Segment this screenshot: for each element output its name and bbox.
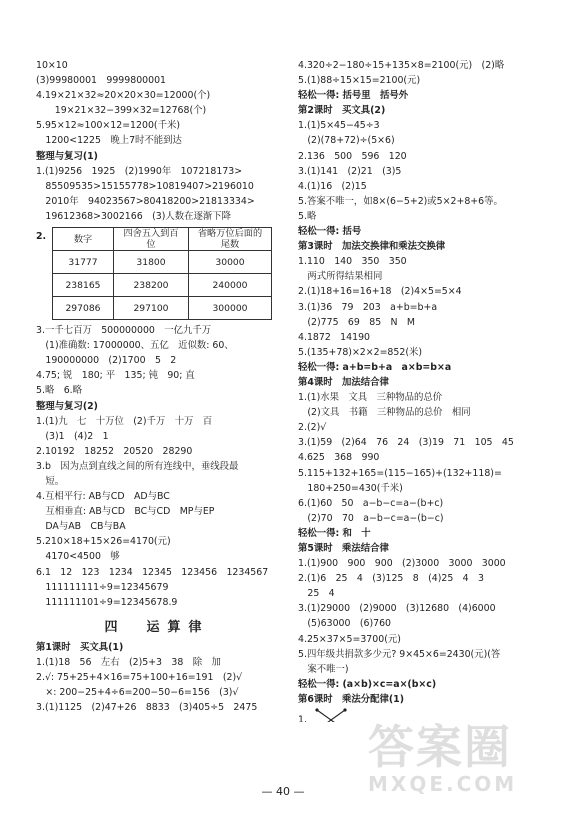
answer-line: 3.(1)36 79 203 a+b=b+a <box>298 301 438 313</box>
table-header-row <box>53 228 272 251</box>
answer-line: (3)1 (4)2 1 <box>36 430 109 442</box>
answers-review-2 <box>36 414 278 610</box>
answer-line: 25 4 <box>298 588 335 600</box>
answer-line: (3)99980001 9999800001 <box>36 75 167 87</box>
answer-line: (2)775 69 85 N M <box>298 316 416 328</box>
answer-line: 1.110 140 350 350 <box>298 256 407 268</box>
table-header-cell: 省略万位后面的尾数 <box>189 228 272 251</box>
answer-line: 6.1 12 123 1234 12345 123456 1234567 <box>36 566 269 578</box>
table-cell: 297100 <box>114 297 189 320</box>
lesson-heading-3: 第3课时 加法交换律和乘法交换律 <box>298 241 446 253</box>
answer-line: 两式所得结果相同 <box>298 271 383 283</box>
answers-lesson-2 <box>298 118 538 239</box>
answer-line: 短。 <box>36 475 65 487</box>
section-heading-review-1: 整理与复习(1) <box>36 150 98 162</box>
answer-line: 1.(1)18 56 左右 (2)5+3 38 除 加 <box>36 656 221 668</box>
answer-line: 2.(1)18+16=16+18 (2)4×5=5×4 <box>298 286 462 298</box>
answers-block-a <box>36 58 278 149</box>
item-number: 1. <box>298 714 307 723</box>
match-line <box>317 710 345 722</box>
answer-line: 5.(135+78)×2×2=852(米) <box>298 346 423 358</box>
answer-line: 4170<4500 够 <box>36 551 120 563</box>
table-cell: 297086 <box>53 297 114 320</box>
watermark <box>368 722 558 802</box>
answers-lesson-5 <box>298 556 538 692</box>
answer-line: 19612368>3002166 (3)人数在逐渐下降 <box>36 210 231 222</box>
rounding-table-block <box>36 227 278 320</box>
left-column <box>36 58 278 715</box>
answer-line: 5.略 <box>298 210 317 222</box>
answer-line: 5.115+132+165=(115−165)+(132+118)= <box>298 467 502 479</box>
answer-line: 10×10 <box>36 60 68 71</box>
answer-line: DA与AB CB与BA <box>36 521 126 533</box>
answer-line: 5.略 6.略 <box>36 385 83 397</box>
answer-line: (1)准确数: 17000000、五亿 近似数: 60、 <box>36 340 234 352</box>
answer-line: 2.136 500 596 120 <box>298 150 407 162</box>
tip-line: 轻松一得: 括号里 括号外 <box>298 90 409 102</box>
answer-line: 19×21×32−399×32=12768(个) <box>36 105 207 117</box>
table-cell: 238165 <box>53 274 114 297</box>
answer-line: 1.(1)5×45−45÷3 <box>298 120 380 132</box>
chapter-title: 四 运算律 <box>104 619 210 635</box>
answer-line: 4.320÷2−180÷15+135×8=2100(元) (2)略 <box>298 60 505 71</box>
table-header-cell: 数字 <box>53 228 114 251</box>
table-cell: 240000 <box>189 274 272 297</box>
answer-line: 4.625 368 990 <box>298 452 380 464</box>
answer-line: 1200<1225 晚上7时不能到达 <box>36 135 182 147</box>
tip-line: 轻松一得: 和 十 <box>298 527 371 539</box>
answer-line: (2)70 70 a−b−c=a−(b−c) <box>298 512 444 524</box>
answer-line: 5.四年级共捐款多少元? 9×45×6=2430(元)(答 <box>298 648 501 660</box>
answer-line: 3.一千七百万 500000000 一亿九千万 <box>36 325 212 337</box>
answer-line: 2.(1)6 25 4 (3)125 8 (4)25 4 3 <box>298 573 484 585</box>
answer-line: 1.(1)9256 1925 (2)1990年 107218173> <box>36 165 243 177</box>
answers-lesson-4 <box>298 390 538 541</box>
answers-lesson-3 <box>298 254 538 375</box>
answer-line: 5.210×18+15×26=4170(元) <box>36 536 171 548</box>
table-cell: 31800 <box>114 251 189 274</box>
table-row <box>53 297 272 320</box>
answer-line: 3.b 因为点到直线之间的所有连线中，垂线段最 <box>36 460 239 472</box>
lesson-heading-2: 第2课时 买文具(2) <box>298 105 386 117</box>
watermark-url: MXQE.COM <box>368 772 518 796</box>
answer-line: 2.(2)√ <box>298 422 327 434</box>
table-cell: 238200 <box>114 274 189 297</box>
answer-line: 案不唯一) <box>298 663 349 675</box>
section-heading-review-2: 整理与复习(2) <box>36 400 98 412</box>
answer-line: 1.(1)900 900 900 (2)3000 3000 3000 <box>298 558 506 570</box>
answer-line: 4.(1)16 (2)15 <box>298 180 367 192</box>
answer-line: 4.互相平行: AB与CD AD与BC <box>36 491 170 503</box>
answer-line: 互相垂直: AB与CD BC与CD MP与EP <box>36 506 215 518</box>
answer-line: 2.√: 75+25+4×16=75+100+16=191 (2)√ <box>36 672 243 683</box>
table-cell: 30000 <box>189 251 272 274</box>
tip-line: 轻松一得: 括号 <box>298 226 362 238</box>
answer-line: 111111111÷9=12345679 <box>36 581 169 593</box>
right-column <box>298 58 538 722</box>
answers-lesson-1 <box>36 655 278 715</box>
answers-block-b <box>36 323 278 398</box>
tip-line: 轻松一得: a+b=b+a a×b=b×a <box>298 361 452 373</box>
answer-line: 3.(1)59 (2)64 76 24 (3)19 71 105 45 <box>298 437 514 449</box>
answer-line: (5)63000 (6)760 <box>298 618 392 630</box>
answers-block-a <box>298 58 538 103</box>
answer-line: 6.(1)60 50 a−b−c=a−(b+c) <box>298 497 444 509</box>
answer-line: 3.(1)29000 (2)9000 (3)12680 (4)6000 <box>298 603 496 615</box>
page-number: — 40 — <box>261 785 305 798</box>
table-cell: 300000 <box>189 297 272 320</box>
rounding-table <box>52 227 272 320</box>
answer-line: 111111101÷9=12345678.9 <box>36 596 178 608</box>
lesson-heading-5: 第5课时 乘法结合律 <box>298 543 389 554</box>
answer-line: 5.95×12≈100×12=1200(千米) <box>36 120 180 132</box>
answer-line: 4.75; 锐 180; 平 135; 钝 90; 直 <box>36 370 195 382</box>
answer-line: 1.(1)九 七 十万位 (2)千万 十万 百 <box>36 415 213 427</box>
answer-line: 2.10192 18252 20520 28290 <box>36 445 193 457</box>
answer-line: 5.(1)88÷15×15=2100(元) <box>298 75 421 87</box>
answer-line: 3.(1)141 (2)21 (3)5 <box>298 165 402 177</box>
answer-line: 190000000 (2)1700 5 2 <box>36 355 177 367</box>
answer-line: 4.19×21×32≈20×20×30=12000(个) <box>36 90 211 102</box>
answer-line: 85509535>15155778>10819407>2196010 <box>36 180 254 192</box>
answer-line: 1.(1)水果 文具 三种物品的总价 <box>298 392 443 404</box>
answer-line: ×: 200−25+4÷6=200−50−6=156 (3)√ <box>36 687 239 699</box>
answer-line: 2010年 94023567>80418200>21813334> <box>36 195 255 207</box>
answer-line: 3.(1)1125 (2)47+26 8833 (3)405÷5 2475 <box>36 702 258 714</box>
tip-line: 轻松一得: (a×b)×c=a×(b×c) <box>298 678 437 690</box>
table-row <box>53 274 272 297</box>
table-header-cell: 四舍五入到百位 <box>114 228 189 251</box>
answer-line: 180+250=430(千米) <box>298 482 403 494</box>
matching-lines-diagram <box>314 707 348 722</box>
table-cell: 31777 <box>53 251 114 274</box>
answer-line: (2)文具 书籍 三种物品的总价 相同 <box>298 407 471 419</box>
lesson-heading-4: 第4课时 加法结合律 <box>298 376 389 388</box>
watermark-logo-text: 答案圈 <box>368 720 512 774</box>
answers-review-1 <box>36 164 278 224</box>
answer-line: (2)(78+72)÷(5×6) <box>298 135 395 147</box>
lesson-heading-6: 第6课时 乘法分配律(1) <box>298 693 404 705</box>
table-row <box>53 251 272 274</box>
lesson-heading-1: 第1课时 买文具(1) <box>36 641 124 653</box>
answer-line: 4.25×37×5=3700(元) <box>298 633 401 645</box>
answer-line: 4.1872 14190 <box>298 331 371 343</box>
table-item-number: 2. <box>36 231 47 243</box>
answer-line: 5.答案不唯一，如8×(6−5+2)或5×2+8+6等。 <box>298 195 503 207</box>
